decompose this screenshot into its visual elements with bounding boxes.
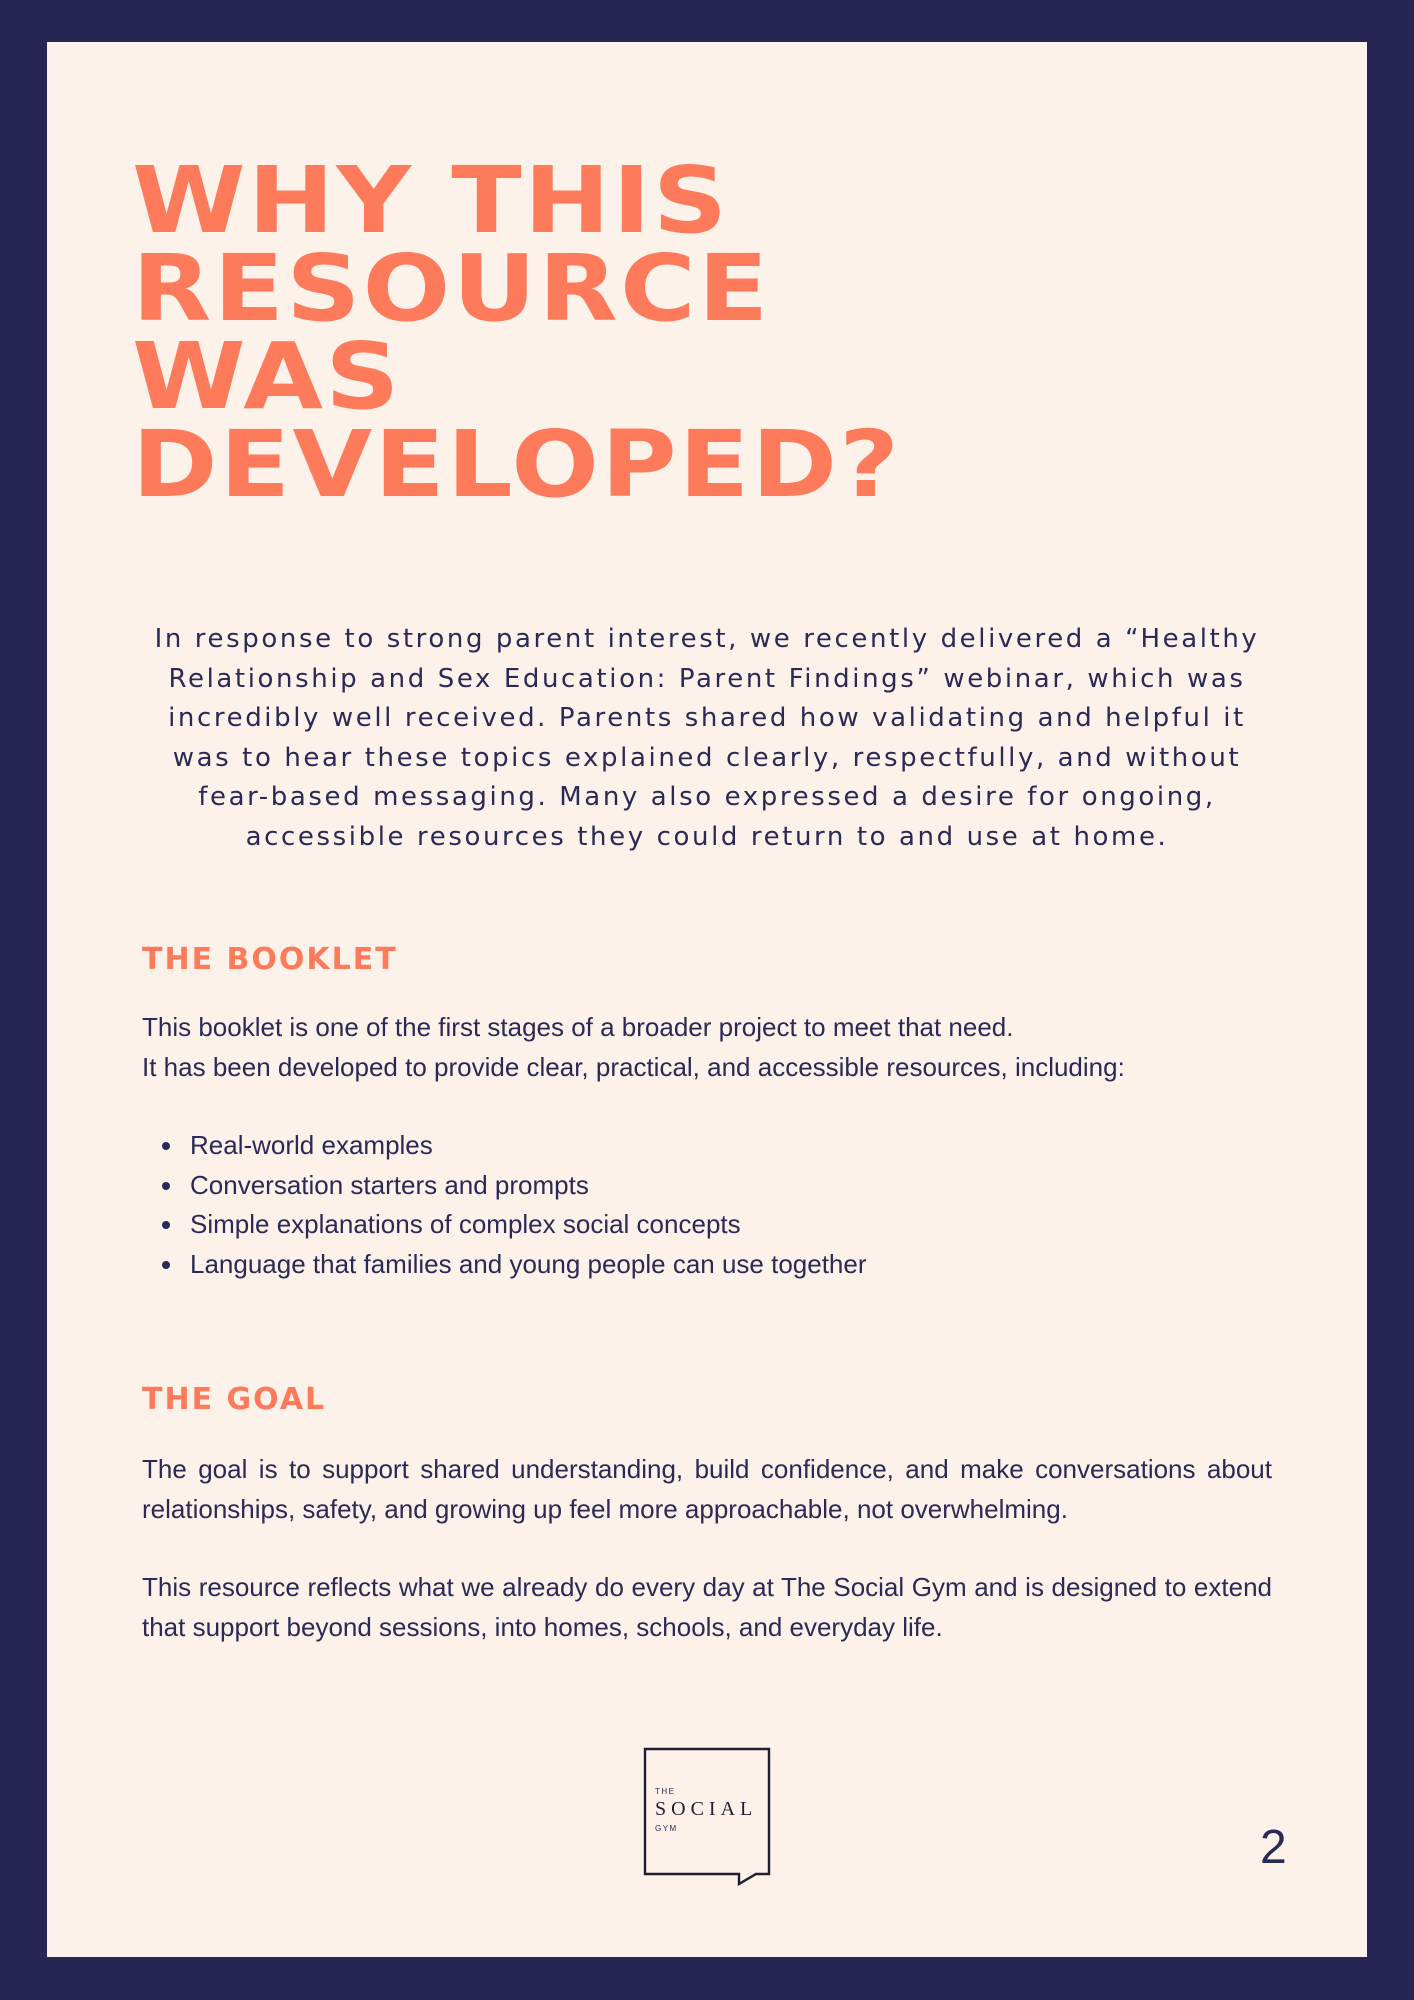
bullet-item-conversation-starters: Conversation starters and prompts bbox=[190, 1166, 867, 1206]
title-line-1: WHY THIS bbox=[132, 147, 730, 254]
logo-text-social: SOCIAL bbox=[655, 1798, 758, 1820]
page-title bbox=[132, 147, 902, 518]
page-number: 2 bbox=[1260, 1821, 1287, 1874]
resource-bullet-list bbox=[142, 1126, 867, 1284]
title-line-4: DEVELOPED? bbox=[132, 411, 902, 518]
booklet-line-1: This booklet is one of the first stages of a broader project to meet that need. bbox=[142, 1012, 1014, 1042]
bullet-item-simple-explanations: Simple explanations of complex social concepts bbox=[190, 1205, 867, 1245]
document-page bbox=[47, 42, 1367, 1957]
goal-heading: THE GOAL bbox=[142, 1382, 327, 1417]
booklet-paragraph bbox=[142, 1008, 1272, 1087]
goal-paragraph: The goal is to support shared understanding, build confidence, and make conversations about relationships, safety, and growing up feel more approachable, not overwhelming. bbox=[142, 1454, 1272, 1524]
logo-text-the: THE bbox=[655, 1787, 676, 1796]
social-gym-logo bbox=[643, 1747, 773, 1887]
intro-paragraph: In response to strong parent interest, we recently delivered a “Healthy Relationship and Sex Education: Parent Findings” webinar, which was incredibly well received. Parents shared how validating and helpful it was to hear these topics explained clearly, respectfully, and without fear-based messaging. Many also expressed a desire for ongoing, accessible resources they could return to and use at home. bbox=[154, 624, 1260, 852]
reflection-paragraph: This resource reflects what we already do every day at The Social Gym and is designed to extend that support beyond sessions, into homes, schools, and everyday life. bbox=[142, 1572, 1272, 1642]
bullet-item-shared-language: Language that families and young people can use together bbox=[190, 1245, 867, 1285]
bullet-item-real-world-examples: Real-world examples bbox=[190, 1126, 867, 1166]
booklet-heading: THE BOOKLET bbox=[142, 942, 398, 977]
booklet-line-2: It has been developed to provide clear, practical, and accessible resources, including: bbox=[142, 1051, 1125, 1082]
title-line-2: RESOURCE bbox=[132, 235, 771, 342]
logo-text-gym: GYM bbox=[655, 1824, 678, 1833]
title-line-3: WAS bbox=[132, 323, 402, 430]
